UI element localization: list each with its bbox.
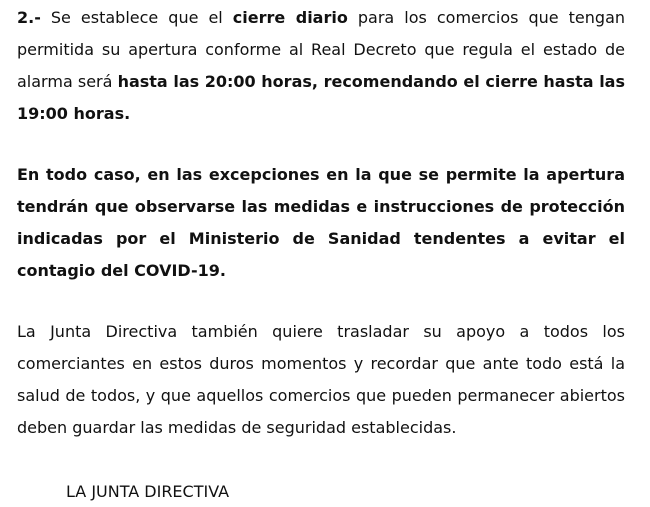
bold-phrase-closing-time: hasta las 20:00 horas, recomendando el cierre hasta las 19:00 horas. [17,72,625,123]
paragraph-text: para los comercios que tengan permitida su apertura conforme al Real Decreto que regula el estado de alarma será [17,8,626,91]
signature: LA JUNTA DIRECTIVA [66,482,230,501]
paragraph-exceptions: En todo caso, en las excepciones en la que se permite la apertura tendrán que observarse las medidas e instrucciones de protección indicadas por el Ministerio de Sanidad tendentes a evitar el contagio del COVID-19. [17,165,625,280]
paragraph-support: La Junta Directiva también quiere trasladar su apoyo a todos los comerciantes en estos duros momentos y recordar que ante todo está la salud de todos, y que aquellos comercios que pueden permanecer abiertos deben guardar las medidas de seguridad establecidas. [17,322,625,437]
paragraph-text: Se establece que el [40,8,233,27]
bold-phrase-daily-closing: cierre diario [232,8,348,27]
section-number: 2.- [17,8,41,27]
paragraph-closing-hours [17,2,625,130]
